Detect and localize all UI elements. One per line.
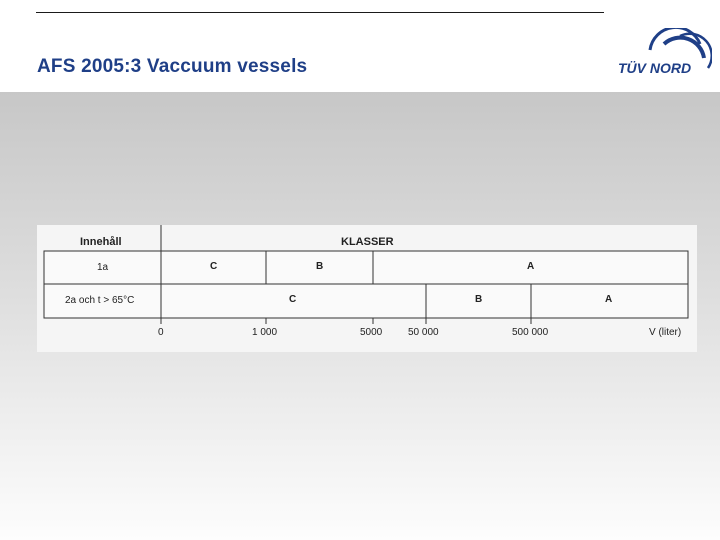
row1-class-c: C xyxy=(210,261,218,272)
klasser-header: KLASSER xyxy=(341,236,394,248)
row-label-1a: 1a xyxy=(97,262,109,273)
page-title: AFS 2005:3 Vaccuum vessels xyxy=(37,56,308,77)
row2-class-c: C xyxy=(289,294,297,305)
axis-label: V (liter) xyxy=(649,327,682,338)
tuv-nord-logo xyxy=(612,28,712,80)
row1-class-b: B xyxy=(316,261,324,272)
header-rule xyxy=(36,12,604,13)
logo-text: TÜV NORD xyxy=(618,60,692,76)
row1-class-a: A xyxy=(527,261,535,272)
row2-class-b: B xyxy=(475,294,483,305)
axis-tick-50000: 50 000 xyxy=(408,327,439,338)
row2-class-a: A xyxy=(605,294,613,305)
diagram-svg xyxy=(37,225,697,352)
axis-tick-0: 0 xyxy=(158,327,164,338)
axis-tick-5000: 5000 xyxy=(360,327,383,338)
axis-tick-1000: 1 000 xyxy=(252,327,278,338)
axis-tick-500000: 500 000 xyxy=(512,327,549,338)
axis-ticks xyxy=(161,318,531,324)
innehall-header: Innehåll xyxy=(80,236,122,248)
row-label-2a: 2a och t > 65°C xyxy=(65,295,135,306)
classification-diagram xyxy=(37,225,697,352)
